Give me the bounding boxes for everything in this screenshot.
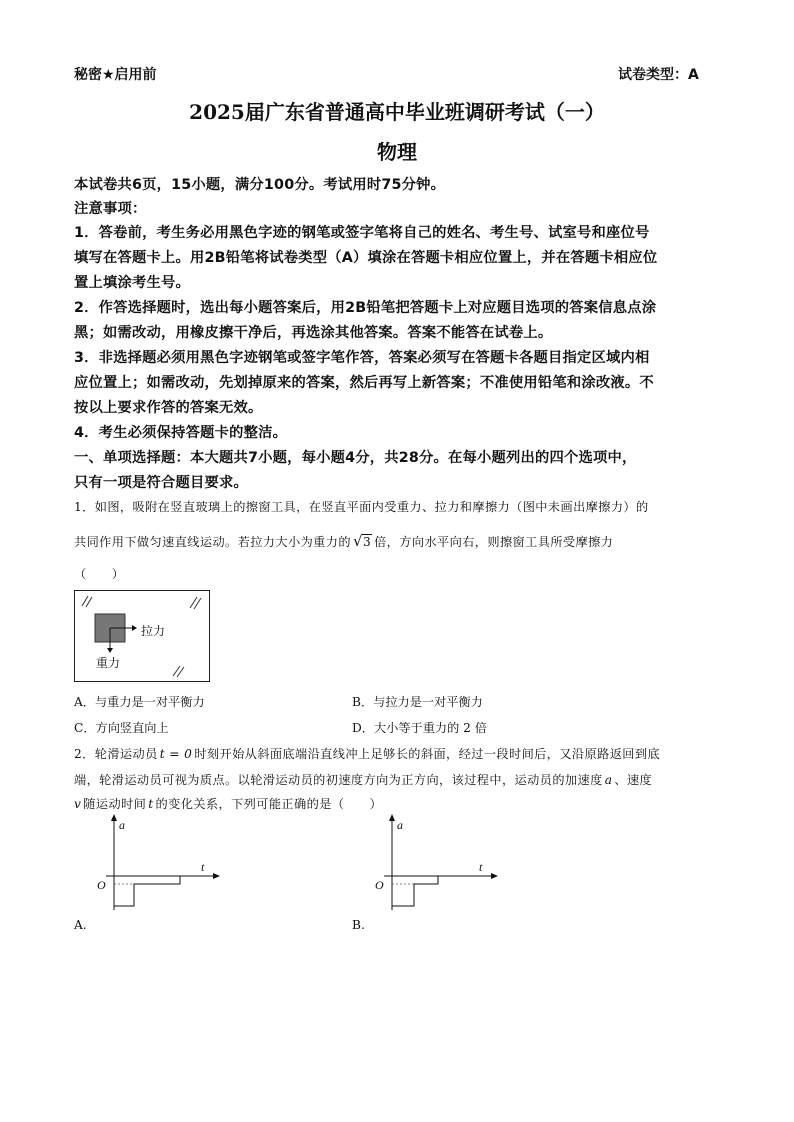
q2-option-a[interactable]: A. [74, 918, 87, 932]
graph-b-svg [366, 812, 506, 916]
q1-figure [74, 590, 210, 684]
graph-a-x-arrow-icon [213, 873, 220, 879]
note-3-line-3: 按以上要求作答的答案无效。 [74, 400, 263, 416]
note-2-line-2: 黑；如需改动，用橡皮擦干净后，再选涂其他答案。答案不能答在试卷上。 [74, 325, 553, 341]
q2-line-2-post: 、速度 [614, 773, 653, 787]
paper-type-label: 试卷类型：A [618, 67, 699, 83]
graph-b-x-label: t [479, 860, 483, 874]
exam-intro: 本试卷共6页，15小题，满分100分。考试用时75分钟。 [74, 177, 446, 193]
sqrt-expression [352, 532, 372, 550]
graph-a-y-label: a [119, 818, 125, 832]
section1-line-1: 一、单项选择题：本大题共7小题，每小题4分，共28分。在每小题列出的四个选项中， [74, 450, 637, 466]
secret-label: 秘密★启用前 [74, 67, 157, 83]
note-4: 4．考生必须保持答题卡的整洁。 [74, 425, 288, 441]
note-1-line-3: 置上填涂考生号。 [74, 275, 190, 291]
notes-heading: 注意事项： [74, 201, 147, 217]
graph-a-y-arrow-icon [111, 814, 117, 821]
section1-line-2: 只有一项是符合题目要求。 [74, 475, 248, 491]
note-1-line-2: 填写在答题卡上。用2B铅笔将试卷类型（A）填涂在答题卡相应位置上，并在答题卡相应位 [74, 250, 658, 266]
q1-option-b[interactable]: B．与拉力是一对平衡力 [352, 695, 483, 709]
q2-line-1-post: 时刻开始从斜面底端沿直线冲上足够长的斜面，经过一段时间后，又沿原路返回到底 [194, 747, 661, 761]
q1-answer-bracket: （ ） [74, 567, 125, 581]
sqrt-radicand: 3 [362, 535, 372, 549]
graph-a-origin-label: O [97, 878, 106, 892]
q2-option-b[interactable]: B. [352, 918, 365, 932]
q2-t-equation: t = 0 [159, 747, 193, 761]
graph-b-y-label: a [397, 818, 403, 832]
graph-a-x-label: t [201, 860, 205, 874]
q2-graph-a [88, 812, 228, 916]
pull-force-label: 拉力 [141, 624, 166, 638]
q2-graph-b [366, 812, 506, 916]
note-3-line-2: 应位置上；如需改动，先划掉原来的答案，然后再写上新答案；不准使用铅笔和涂改液。不 [74, 375, 654, 391]
q2-line-1 [74, 745, 660, 762]
graph-b-origin-label: O [375, 878, 384, 892]
q2-line-2 [74, 771, 652, 788]
q1-option-c[interactable]: C．方向竖直向上 [74, 721, 169, 735]
q2-line-3-post: 的变化关系，下列可能正确的是（ ） [155, 797, 383, 811]
q1-option-d[interactable]: D．大小等于重力的 2 倍 [352, 721, 487, 735]
q2-line-3-mid: 随运动时间 [83, 797, 147, 811]
subject-title: 物理 [377, 140, 417, 164]
q1-line-2-post: 倍，方向水平向右，则擦窗工具所受摩擦力 [374, 535, 614, 549]
note-3-line-1: 3．非选择题必须用黑色字迹钢笔或签字笔作答，答案必须写在答题卡各题目指定区域内相 [74, 350, 650, 366]
gravity-arrowhead-icon [107, 648, 113, 653]
note-2-line-1: 2．作答选择题时，选出每小题答案后，用2B铅笔把答题卡上对应题目选项的答案信息点涂 [74, 300, 657, 316]
q1-line-2-pre: 共同作用下做匀速直线运动。若拉力大小为重力的 [74, 535, 351, 549]
q1-line-1: 1．如图，吸附在竖直玻璃上的擦窗工具，在竖直平面内受重力、拉力和摩擦力（图中未画出摩擦力）的 [74, 500, 649, 514]
note-1-line-1: 1．答卷前，考生务必用黑色字迹的钢笔或签字笔将自己的姓名、考生号、试室号和座位号 [74, 225, 650, 241]
q2-line-2-pre: 端，轮滑运动员可视为质点。以轮滑运动员的初速度方向为正方向，该过程中，运动员的加速度 [74, 773, 603, 787]
exam-title: 2025届广东省普通高中毕业班调研考试（一） [189, 100, 605, 124]
pull-arrowhead-icon [132, 625, 137, 631]
sqrt-sign-icon: √ [352, 532, 363, 550]
graph-b-curve [392, 876, 438, 906]
q1-option-a[interactable]: A．与重力是一对平衡力 [74, 695, 205, 709]
graph-b-x-arrow-icon [491, 873, 498, 879]
q2-t-symbol: t [148, 797, 154, 811]
q2-v-symbol: v [74, 797, 82, 811]
q1-line-2 [74, 533, 613, 550]
graph-a-svg [88, 812, 228, 916]
q2-line-3 [74, 795, 382, 812]
graph-a-curve [114, 876, 180, 906]
q2-line-1-pre: 2．轮滑运动员 [74, 747, 158, 761]
gravity-force-label: 重力 [96, 656, 121, 670]
q2-a-symbol: a [604, 773, 613, 787]
graph-b-y-arrow-icon [389, 814, 395, 821]
